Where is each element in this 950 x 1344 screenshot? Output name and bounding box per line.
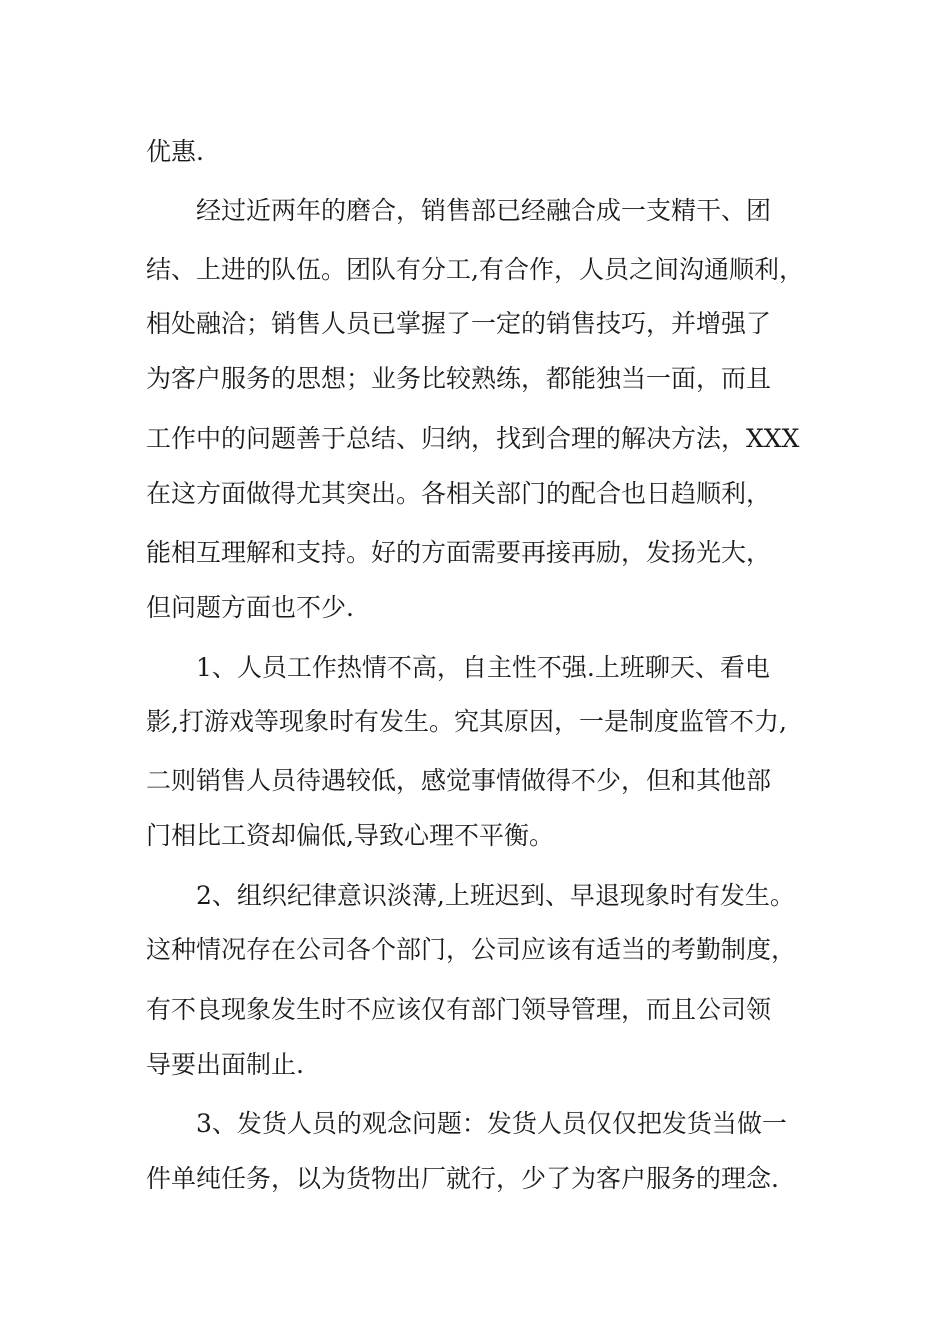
- list-item-3-first-line: 3、发货人员的观念问题：发货人员仅仅把发货当做一: [196, 1109, 787, 1138]
- paragraph-first-line: 经过近两年的磨合，销售部已经融合成一支精干、团: [196, 196, 772, 225]
- list-item-1-first-line: 1、人员工作热情不高，自主性不强.上班聊天、看电: [196, 653, 770, 682]
- text-line: 门相比工资却偏低,导致心理不平衡。: [146, 821, 554, 850]
- text-line: 影,打游戏等现象时有发生。究其原因，一是制度监管不力,: [146, 707, 787, 736]
- text-line: 这种情况存在公司各个部门，公司应该有适当的考勤制度，: [146, 935, 797, 964]
- text-line: 件单纯任务，以为货物出厂就行，少了为客户服务的理念.: [146, 1164, 779, 1193]
- text-line: 在这方面做得尤其突出。各相关部门的配合也日趋顺利，: [146, 479, 772, 508]
- text-line: 有不良现象发生时不应该仅有部门领导管理，而且公司领: [146, 995, 772, 1024]
- text-line: 为客户服务的思想；业务比较熟练，都能独当一面，而且: [146, 364, 772, 393]
- text-line: 二则销售人员待遇较低，感觉事情做得不少，但和其他部: [146, 766, 772, 795]
- text-line: 但问题方面也不少.: [146, 593, 354, 622]
- text-line: 工作中的问题善于总结、归纳，找到合理的解决方法，XXX: [146, 424, 800, 453]
- text-line: 导要出面制止.: [146, 1050, 304, 1079]
- text-line: 结、上进的队伍。团队有分工,有合作，人员之间沟通顺利，: [146, 255, 804, 284]
- text-line: 优惠.: [146, 137, 204, 166]
- text-line: 能相互理解和支持。好的方面需要再接再励，发扬光大，: [146, 538, 772, 567]
- list-item-2-first-line: 2、组织纪律意识淡薄,上班迟到、早退现象时有发生。: [196, 881, 795, 910]
- text-line: 相处融洽；销售人员已掌握了一定的销售技巧，并增强了: [146, 309, 772, 338]
